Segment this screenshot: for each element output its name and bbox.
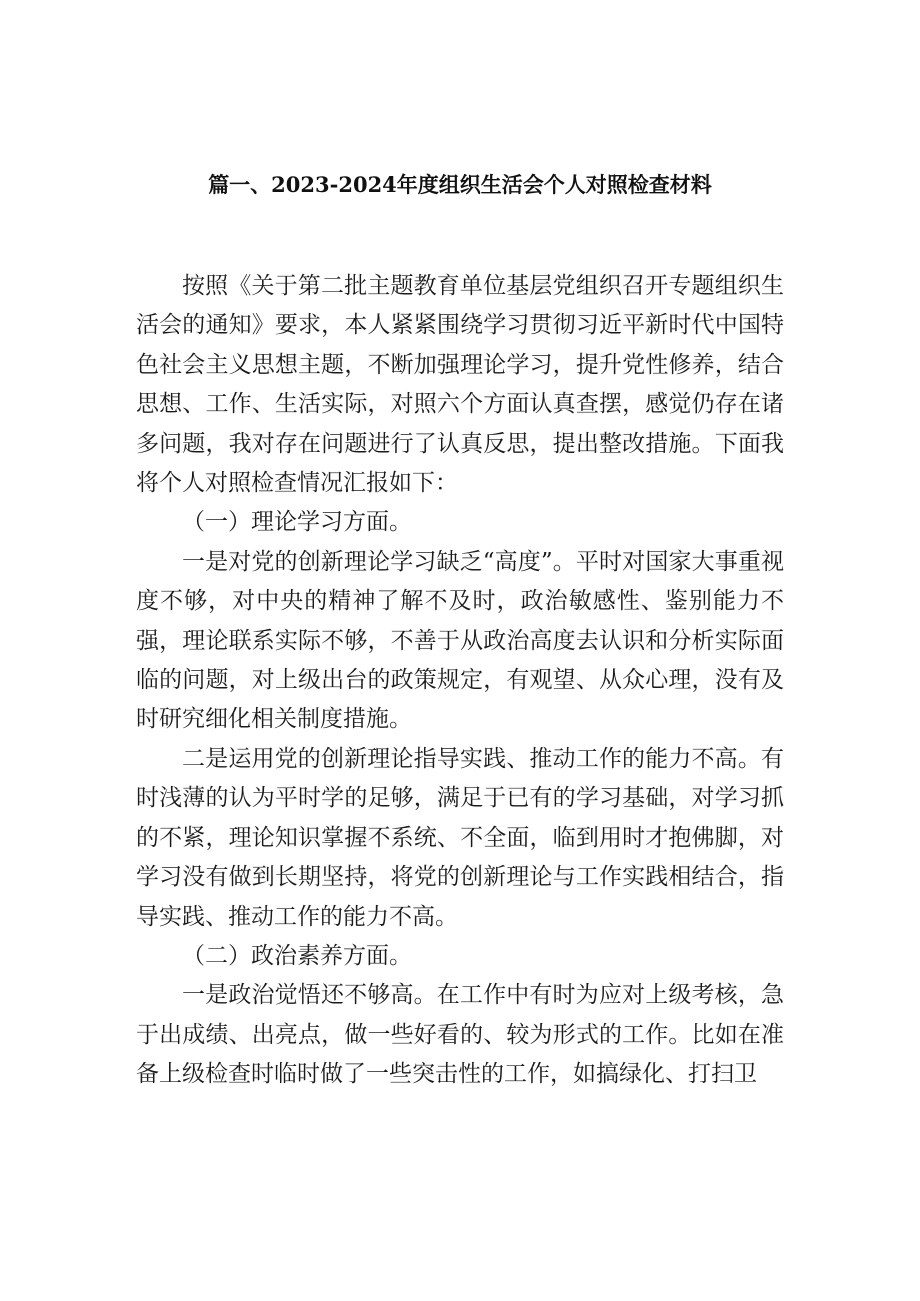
intro-paragraph: 按照《关于第二批主题教育单位基层党组织召开专题组织生活会的通知》要求，本人紧紧围绕学习贯彻习近平新时代中国特色社会主义思想主题，不断加强理论学习，提升党性修养，结合思想、工作、生活实际，对照六个方面认真查摆，感觉仍存在诸多问题，我对存在问题进行了认真反思，提出整改措施。下面我将个人对照检查情况汇报如下： <box>136 273 784 497</box>
document-title: 篇一、2023-2024年度组织生活会个人对照检查材料 <box>208 172 712 197</box>
section-heading-political-quality: （二）政治素养方面。 <box>182 942 412 969</box>
theory-point-1-paragraph: 一是对党的创新理论学习缺乏“高度”。平时对国家大事重视度不够，对中央的精神了解不及时，政治敏感性、鉴别能力不强，理论联系实际不够，不善于从政治高度去认识和分析实际面临的问题，对上级出台的政策规定，有观望、从众心理，没有及时研究细化相关制度措施。 <box>136 548 784 733</box>
political-point-1-paragraph: 一是政治觉悟还不够高。在工作中有时为应对上级考核，急于出成绩、出亮点，做一些好看的、较为形式的工作。比如在准备上级检查时临时做了一些突击性的工作，如搞绿化、打扫卫 <box>136 982 784 1088</box>
theory-point-2-paragraph: 二是运用党的创新理论指导实践、推动工作的能力不高。有时浅薄的认为平时学的足够，满足于已有的学习基础，对学习抓的不紧，理论知识掌握不系统、不全面，临到用时才抱佛脚，对学习没有做到长期坚持，将党的创新理论与工作实践相结合，指导实践、推动工作的能力不高。 <box>136 745 784 930</box>
section-heading-theory-study: （一）理论学习方面。 <box>182 509 412 536</box>
document-body <box>136 267 784 1095</box>
